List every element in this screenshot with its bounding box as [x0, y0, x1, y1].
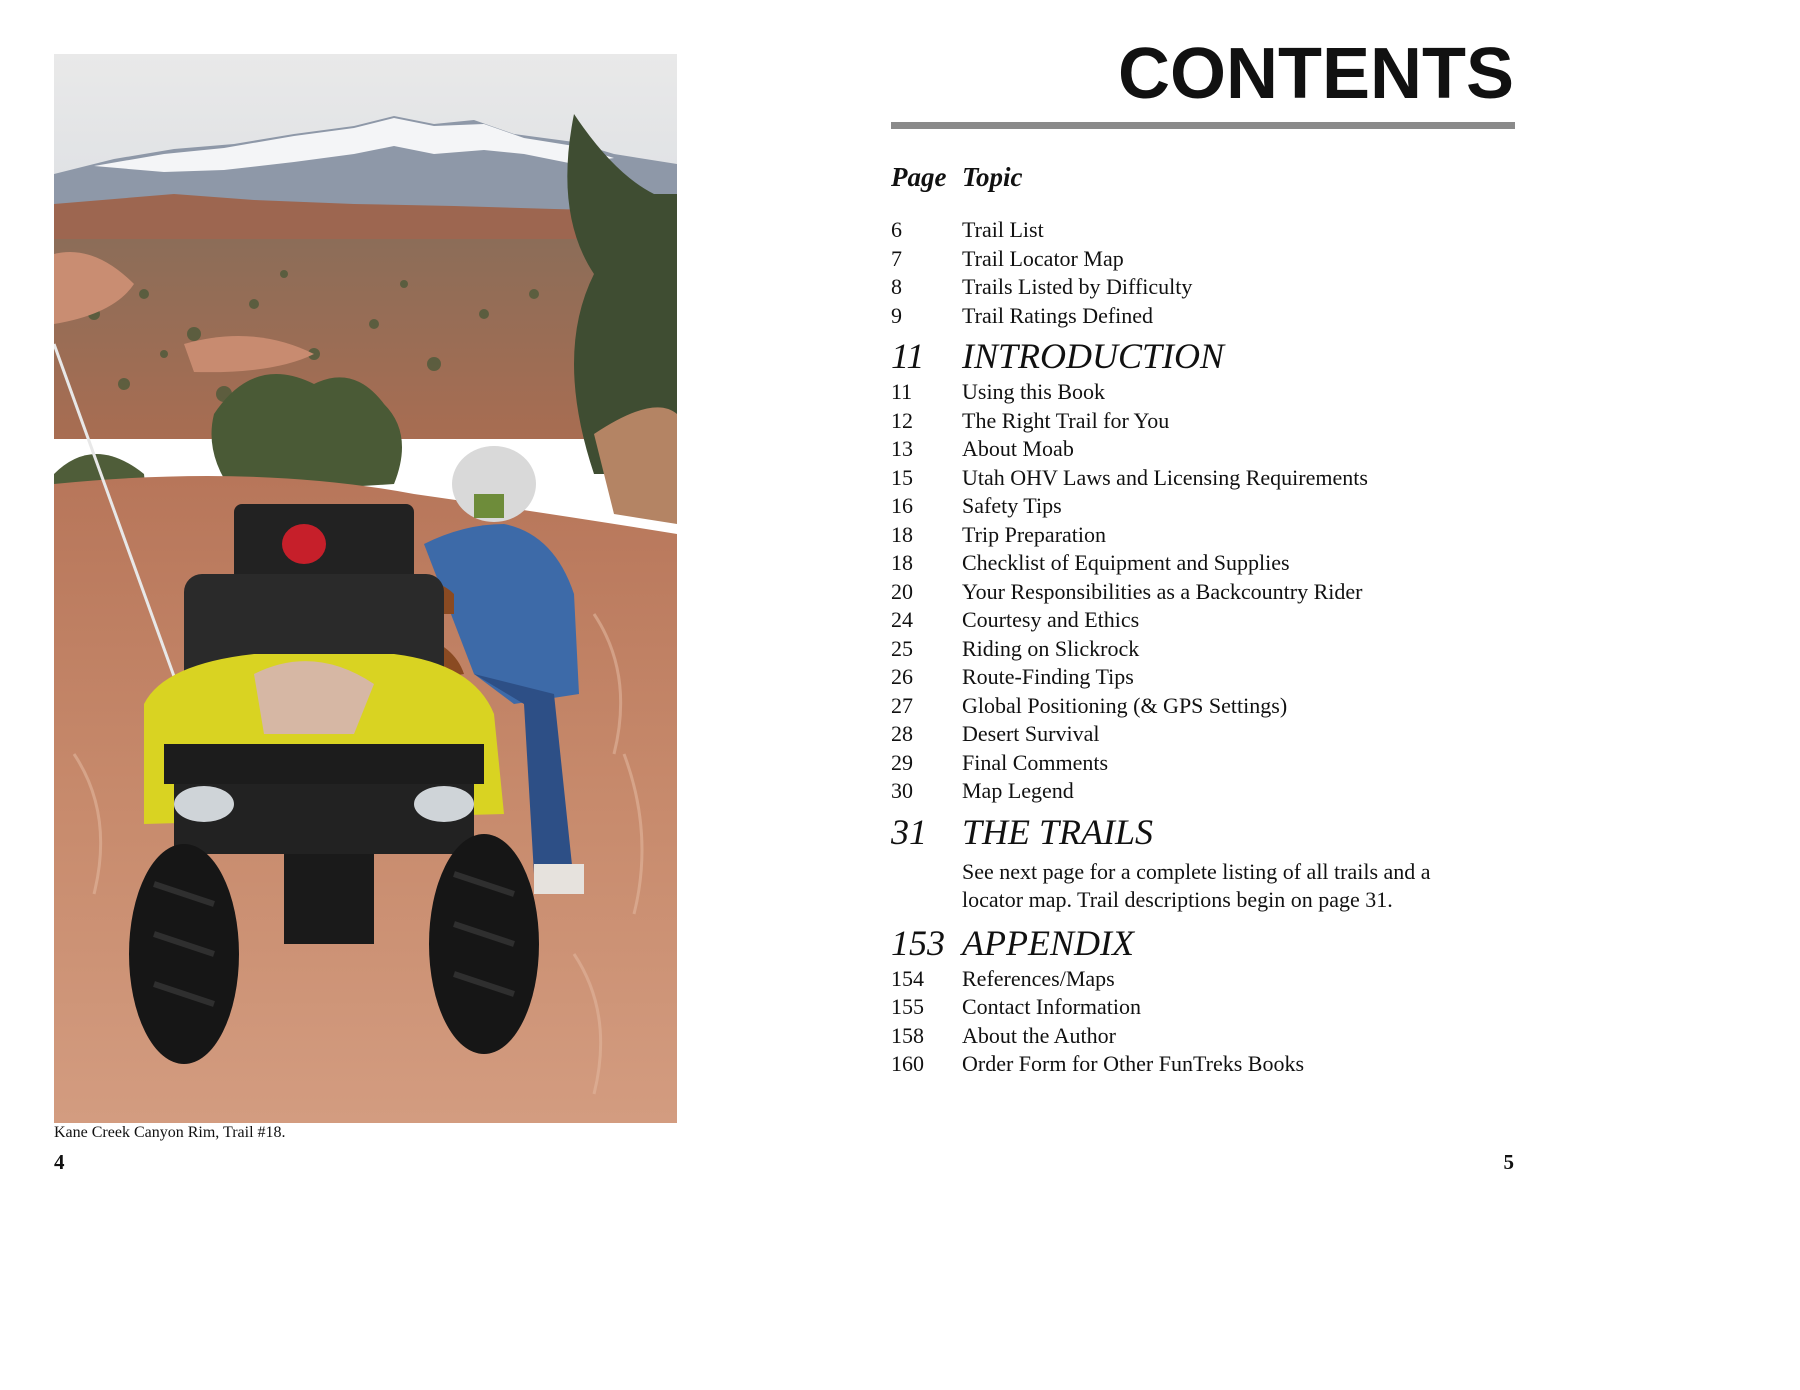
toc-entry-topic: Trails Listed by Difficulty	[962, 274, 1193, 299]
toc-entry-page: 27	[891, 692, 913, 718]
toc-entry-page: 158	[891, 1022, 924, 1048]
toc-entry-topic: Riding on Slickrock	[962, 635, 1140, 661]
toc-entry-topic: References/Maps	[962, 965, 1115, 991]
toc-section-page: 153	[891, 922, 945, 963]
toc-entry-topic: Order Form for Other FunTreks Books	[962, 1051, 1305, 1076]
toc-entry-topic: Contact Information	[962, 994, 1142, 1019]
photo-caption: Kane Creek Canyon Rim, Trail #18.	[54, 1124, 286, 1141]
contents-title: CONTENTS	[1118, 34, 1514, 114]
toc-entry-topic: Trip Preparation	[962, 521, 1107, 547]
toc-entry[interactable]	[891, 378, 1531, 407]
toc-entry[interactable]	[891, 749, 1531, 778]
toc-entry-page: 20	[891, 578, 913, 604]
toc-entry[interactable]	[891, 521, 1531, 550]
toc-entry-topic: The Right Trail for You	[962, 407, 1170, 433]
toc-section-title: INTRODUCTION	[962, 336, 1225, 376]
toc-entry[interactable]	[891, 635, 1531, 664]
toc-entry-page: 25	[891, 635, 913, 661]
toc-entry[interactable]	[891, 464, 1531, 493]
toc-entry-topic: Final Comments	[962, 749, 1109, 775]
toc-section-introduction[interactable]	[891, 334, 1531, 378]
toc-header-topic: Topic	[962, 161, 1023, 192]
toc-entry[interactable]	[891, 492, 1531, 521]
table-of-contents	[891, 156, 1531, 1079]
toc-entry-page: 18	[891, 550, 913, 575]
toc-entry-page: 13	[891, 436, 913, 461]
toc-entry[interactable]	[891, 1050, 1531, 1079]
toc-section-title: APPENDIX	[962, 922, 1134, 963]
toc-entry[interactable]	[891, 435, 1531, 464]
toc-entry-topic: Desert Survival	[962, 721, 1100, 746]
toc-entry-page: 30	[891, 778, 913, 803]
toc-entry-page: 8	[891, 274, 902, 299]
toc-entry[interactable]	[891, 1022, 1531, 1051]
toc-entry[interactable]	[891, 549, 1531, 578]
toc-entry-topic: Trail Ratings Defined	[962, 302, 1154, 328]
toc-entry-page: 160	[891, 1051, 924, 1076]
toc-entry-page: 18	[891, 521, 913, 547]
toc-entry-page: 29	[891, 749, 913, 775]
toc-entry[interactable]	[891, 578, 1531, 607]
toc-trails-note: See next page for a complete listing of all trails and a locator map. Trail descriptions begin on page 31.	[962, 858, 1431, 912]
toc-section-the-trails[interactable]	[891, 810, 1531, 854]
toc-entry-page: 7	[891, 245, 902, 271]
toc-entry-topic: Courtesy and Ethics	[962, 607, 1140, 632]
toc-entry[interactable]	[891, 663, 1531, 692]
toc-entry[interactable]	[891, 720, 1531, 749]
toc-entry-topic: About Moab	[962, 436, 1074, 461]
right-page-number: 5	[1503, 1150, 1514, 1174]
toc-entry-page: 6	[891, 217, 902, 242]
toc-entry-topic: About the Author	[962, 1022, 1116, 1048]
toc-entry[interactable]	[891, 273, 1531, 302]
toc-section-page: 11	[891, 336, 925, 376]
toc-entry[interactable]	[891, 993, 1531, 1022]
toc-entry-page: 12	[891, 407, 913, 433]
toc-entry-topic: Utah OHV Laws and Licensing Requirements	[962, 464, 1368, 490]
toc-entry[interactable]	[891, 216, 1531, 245]
toc-entry[interactable]	[891, 777, 1531, 806]
toc-section-title: THE TRAILS	[962, 811, 1154, 852]
toc-entry-page: 154	[891, 965, 924, 991]
toc-entry[interactable]	[891, 965, 1531, 994]
toc-section-appendix[interactable]	[891, 921, 1531, 965]
toc-entry-page: 26	[891, 664, 913, 689]
toc-entry[interactable]	[891, 606, 1531, 635]
toc-entry-topic: Trail List	[962, 217, 1044, 242]
toc-entry-topic: Safety Tips	[962, 493, 1062, 518]
toc-entry[interactable]	[891, 245, 1531, 274]
toc-entry-topic: Using this Book	[962, 379, 1106, 404]
left-page-number: 4	[54, 1150, 65, 1174]
toc-entry-topic: Trail Locator Map	[962, 245, 1124, 271]
toc-entry-topic: Global Positioning (& GPS Settings)	[962, 692, 1288, 718]
toc-entry-page: 24	[891, 607, 913, 632]
toc-entry-page: 155	[891, 994, 924, 1019]
toc-entry-page: 15	[891, 464, 913, 490]
toc-entry-page: 9	[891, 302, 902, 328]
toc-entry[interactable]	[891, 302, 1531, 331]
toc-entry-topic: Your Responsibilities as a Backcountry Rider	[962, 578, 1363, 604]
atv-photo-illustration	[54, 54, 677, 1123]
toc-entry-page: 16	[891, 493, 913, 518]
toc-header	[891, 156, 1531, 198]
toc-entry[interactable]	[891, 407, 1531, 436]
toc-entry-page: 11	[891, 379, 913, 404]
toc-entry-topic: Checklist of Equipment and Supplies	[962, 550, 1290, 575]
toc-header-page: Page	[891, 161, 947, 192]
cover-photo	[54, 54, 677, 1123]
toc-entry-topic: Route-Finding Tips	[962, 664, 1134, 689]
toc-entry-page: 28	[891, 721, 913, 746]
toc-section-page: 31	[891, 811, 927, 852]
toc-entry-topic: Map Legend	[962, 778, 1074, 803]
title-rule	[891, 122, 1515, 129]
toc-gap	[891, 198, 1531, 216]
toc-entry[interactable]	[891, 692, 1531, 721]
